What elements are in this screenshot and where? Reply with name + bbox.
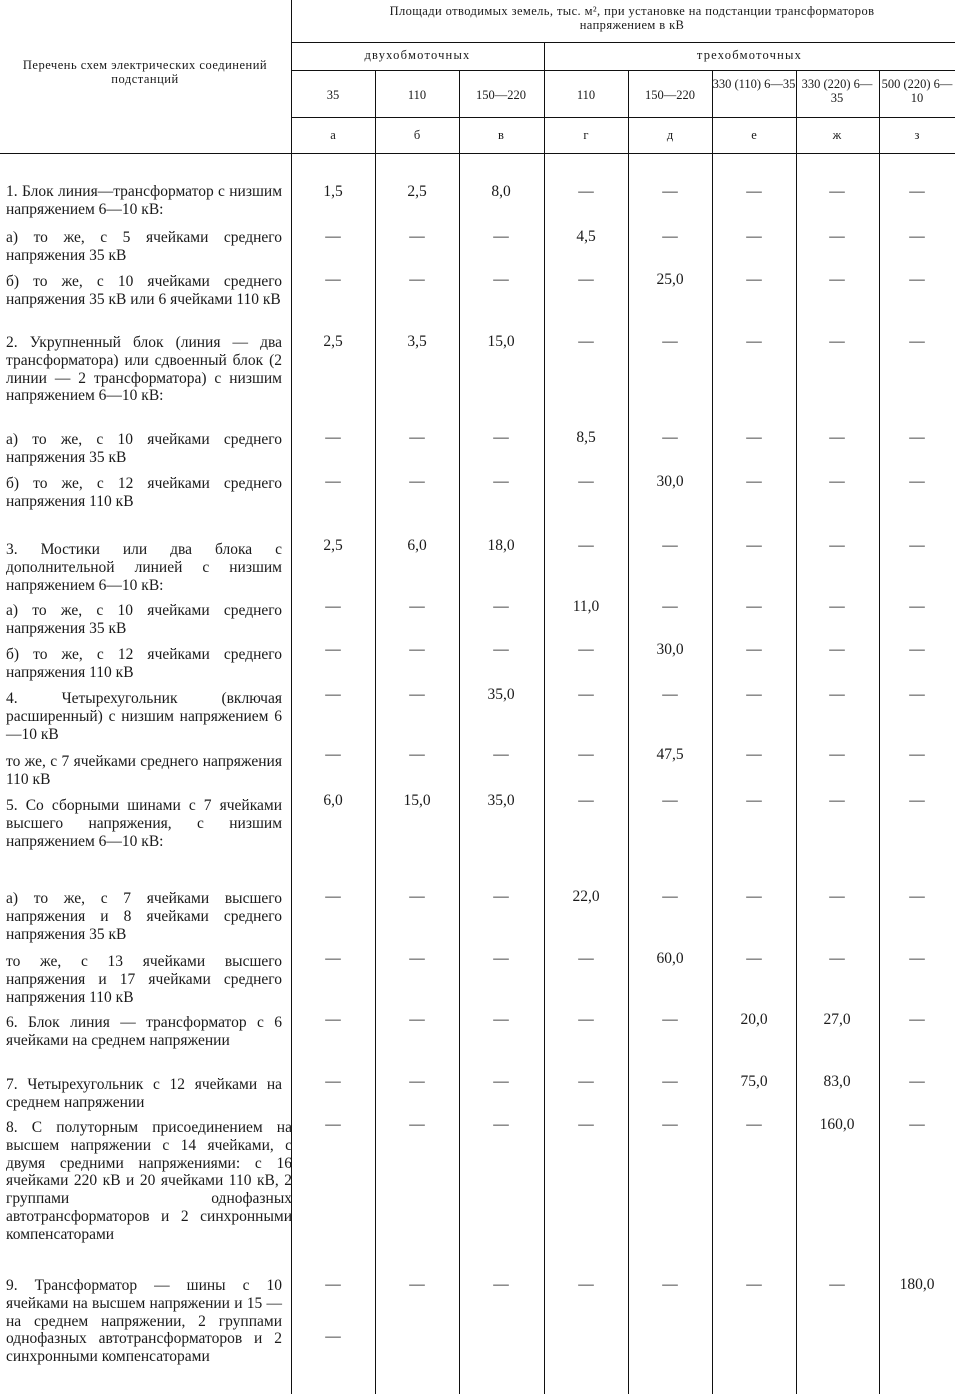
- table-cell: —: [746, 228, 762, 245]
- table-cell: 25,0: [656, 271, 684, 288]
- table-cell: 22,0: [572, 888, 600, 905]
- table-cell: —: [746, 271, 762, 288]
- table-cell: —: [409, 1116, 425, 1133]
- table-cell: —: [909, 686, 925, 703]
- table-cell: 3,5: [407, 333, 427, 350]
- rule-under-header: [0, 153, 955, 154]
- table-cell: —: [409, 473, 425, 490]
- table-cell: —: [829, 598, 845, 615]
- table-cell: 160,0: [819, 1116, 855, 1133]
- row-label: 8. С полуторным присоединением на высшем напряжении с 14 ячейками, с двумя средними напряжениями: с 16 ячейками 220 кВ и 20 ячейками 110 кВ, 2 группами однофазных автотрансформаторов и 2 синхронными компенсаторами: [6, 1119, 292, 1243]
- letter-column-header: б: [413, 128, 421, 142]
- table-cell: —: [578, 183, 594, 200]
- table-cell: —: [325, 429, 341, 446]
- table-cell: —: [662, 228, 678, 245]
- table-cell: —: [829, 1276, 845, 1293]
- table-cell: —: [578, 537, 594, 554]
- table-cell: —: [493, 1011, 509, 1028]
- table-cell: —: [662, 686, 678, 703]
- table-cell: —: [746, 792, 762, 809]
- table-cell: —: [409, 1011, 425, 1028]
- row-label: а) то же, с 7 ячейками высшего напряжения и 8 ячейками среднего напряжения 35 кВ: [6, 890, 282, 943]
- table-cell: 2,5: [407, 183, 427, 200]
- table-cell: —: [493, 271, 509, 288]
- table-cell: —: [829, 183, 845, 200]
- row-label: 6. Блок линия — трансформатор с 6 ячейками на среднем напряжении: [6, 1014, 282, 1049]
- table-cell: —: [493, 888, 509, 905]
- table-cell: —: [909, 888, 925, 905]
- table-cell: —: [746, 598, 762, 615]
- table-cell: —: [829, 473, 845, 490]
- row-label: то же, с 13 ячейками высшего напряжения и 17 ячейками среднего напряжения 110 кВ: [6, 953, 282, 1006]
- rule-under-title: [291, 42, 955, 43]
- table-cell: —: [493, 1116, 509, 1133]
- table-cell: —: [409, 598, 425, 615]
- table-cell: 27,0: [823, 1011, 851, 1028]
- table-cell: 8,5: [576, 429, 596, 446]
- rule-group-split: [544, 42, 545, 1394]
- table-cell: 2,5: [323, 537, 343, 554]
- table-cell: —: [746, 1116, 762, 1133]
- table-cell: —: [409, 888, 425, 905]
- voltage-column-header: 110: [576, 88, 596, 102]
- letter-column-header: г: [583, 128, 589, 142]
- table-cell: —: [578, 641, 594, 658]
- table-cell: —: [493, 1276, 509, 1293]
- table-cell: 47,5: [656, 746, 684, 763]
- table-cell: —: [746, 333, 762, 350]
- table-cell: 2,5: [323, 333, 343, 350]
- table-cell: —: [662, 1011, 678, 1028]
- table-cell: —: [493, 598, 509, 615]
- table-cell: —: [325, 746, 341, 763]
- table-cell: —: [909, 271, 925, 288]
- rule-under-groups: [291, 70, 955, 71]
- table-cell: —: [578, 1276, 594, 1293]
- table-cell: —: [829, 792, 845, 809]
- table-cell: —: [578, 950, 594, 967]
- table-cell: —: [325, 1116, 341, 1133]
- table-cell: —: [746, 537, 762, 554]
- table-cell: —: [909, 1073, 925, 1090]
- table-cell: —: [578, 746, 594, 763]
- table-cell: —: [829, 888, 845, 905]
- row-label: 2. Укрупненный блок (линия — два трансформатора) или сдвоенный блок (2 линии — 2 трансформатора) с низшим напряжением 6—10 кВ:: [6, 334, 282, 405]
- table-cell: 6,0: [407, 537, 427, 554]
- table-cell: —: [909, 1011, 925, 1028]
- table-cell: —: [325, 1073, 341, 1090]
- voltage-column-header: 330 (110) 6—35: [712, 77, 796, 91]
- table-cell: 83,0: [823, 1073, 851, 1090]
- table-cell: —: [493, 429, 509, 446]
- row-label: 7. Четырехугольник с 12 ячейками на среднем напряжении: [6, 1076, 282, 1111]
- rule-col-e: [712, 70, 713, 1394]
- table-cell: —: [746, 746, 762, 763]
- rule-col-d: [628, 70, 629, 1394]
- table-cell: —: [662, 429, 678, 446]
- table-cell: 4,5: [576, 228, 596, 245]
- row-label: а) то же, с 5 ячейками среднего напряжения 35 кВ: [6, 229, 282, 264]
- table-cell: —: [409, 641, 425, 658]
- table-cell: —: [325, 271, 341, 288]
- table-cell: —: [578, 686, 594, 703]
- rule-col-zh: [796, 70, 797, 1394]
- row-label: то же, с 7 ячейками среднего напряжения 110 кВ: [6, 753, 282, 788]
- rule-col-a: [375, 70, 376, 1394]
- table-cell: —: [493, 228, 509, 245]
- table-cell: 15,0: [487, 333, 515, 350]
- row-label: 5. Со сборными шинами с 7 ячейками высшего напряжения, с низшим напряжением 6—10 кВ:: [6, 797, 282, 850]
- table-cell: 20,0: [740, 1011, 768, 1028]
- table-cell: —: [325, 1276, 341, 1293]
- table-cell: —: [662, 1276, 678, 1293]
- table-cell: —: [746, 641, 762, 658]
- table-cell: —: [325, 598, 341, 615]
- row-label: а) то же, с 10 ячейками среднего напряжения 35 кВ: [6, 431, 282, 466]
- table-cell: 8,0: [491, 183, 511, 200]
- table-cell: —: [746, 183, 762, 200]
- table-cell: —: [409, 950, 425, 967]
- table-cell: —: [662, 888, 678, 905]
- table-cell: —: [325, 228, 341, 245]
- rule-col-z: [879, 70, 880, 1394]
- table-cell: —: [829, 228, 845, 245]
- table-cell: —: [909, 746, 925, 763]
- table-cell: —: [325, 686, 341, 703]
- voltage-column-header: 150—220: [476, 88, 526, 102]
- table-cell: 18,0: [487, 537, 515, 554]
- table-cell: —: [829, 641, 845, 658]
- row-label: 1. Блок линия—трансформатор с низшим напряжением 6—10 кВ:: [6, 183, 282, 218]
- table-cell: —: [746, 950, 762, 967]
- voltage-column-header: 150—220: [645, 88, 695, 102]
- table-cell: —: [909, 473, 925, 490]
- table-cell: —: [909, 537, 925, 554]
- table-cell: —: [409, 686, 425, 703]
- table-cell: —: [578, 1073, 594, 1090]
- table-cell: —: [578, 333, 594, 350]
- table-cell: —: [829, 537, 845, 554]
- table-cell: —: [909, 1116, 925, 1133]
- row-label: б) то же, с 12 ячейками среднего напряжения 110 кВ: [6, 475, 282, 510]
- table-cell: —: [409, 1276, 425, 1293]
- table-cell: —: [409, 1073, 425, 1090]
- group-two-winding: двухобмоточных: [364, 48, 471, 62]
- table-cell: —: [662, 537, 678, 554]
- table-cell: —: [325, 1011, 341, 1028]
- table-cell: —: [746, 1276, 762, 1293]
- table-cell: —: [578, 792, 594, 809]
- table-cell: —: [829, 429, 845, 446]
- table-cell: —: [493, 1073, 509, 1090]
- table-cell: —: [578, 271, 594, 288]
- table-cell: —: [662, 1116, 678, 1133]
- table-cell: —: [829, 686, 845, 703]
- table-cell: 6,0: [323, 792, 343, 809]
- table-cell: 60,0: [656, 950, 684, 967]
- table-cell: 180,0: [899, 1276, 935, 1293]
- row-label: а) то же, с 10 ячейками среднего напряжения 35 кВ: [6, 602, 282, 637]
- table-cell: —: [909, 333, 925, 350]
- table-cell: —: [409, 746, 425, 763]
- table-cell: —: [325, 641, 341, 658]
- table-cell: —: [909, 950, 925, 967]
- table-cell: —: [829, 333, 845, 350]
- table-cell: —: [746, 473, 762, 490]
- table-cell: —: [325, 950, 341, 967]
- rule-under-voltages: [291, 117, 955, 118]
- table-cell: —: [409, 271, 425, 288]
- table-cell: —: [493, 473, 509, 490]
- row-label: б) то же, с 10 ячейками среднего напряжения 35 кВ или 6 ячейками 110 кВ: [6, 273, 282, 308]
- table-cell: —: [909, 183, 925, 200]
- table-cell: —: [909, 598, 925, 615]
- table-cell: —: [909, 228, 925, 245]
- table-cell: —: [829, 746, 845, 763]
- table-cell: —: [662, 598, 678, 615]
- row-label: б) то же, с 12 ячейками среднего напряжения 110 кВ: [6, 646, 282, 681]
- voltage-column-header: 110: [407, 88, 427, 102]
- table-cell: —: [829, 950, 845, 967]
- table-cell: —: [909, 641, 925, 658]
- letter-column-header: д: [666, 128, 674, 142]
- voltage-column-header: 330 (220) 6—35: [801, 77, 873, 105]
- scheme-column-header: Перечень схем электрических соединений подстанций: [22, 58, 268, 86]
- table-cell: —: [829, 271, 845, 288]
- table-cell: —: [578, 1011, 594, 1028]
- table-cell: —: [662, 183, 678, 200]
- table-cell: 35,0: [487, 792, 515, 809]
- table-cell: —: [746, 888, 762, 905]
- letter-column-header: в: [498, 128, 504, 142]
- row-label: 9. Трансформатор — шины с 10 ячейками на высшем напряжении и 15 — на среднем напряжении, 2 группами однофазных автотрансформаторов и 2 синхронными компенсаторами: [6, 1277, 282, 1366]
- letter-column-header: ж: [832, 128, 842, 142]
- table-cell: —: [662, 333, 678, 350]
- table-cell: —: [493, 641, 509, 658]
- table-cell: —: [662, 1073, 678, 1090]
- table-main-title: Площади отводимых земель, тыс. м², при установке на подстанции трансформаторов напряжением в кВ: [389, 4, 875, 32]
- table-cell: —: [578, 473, 594, 490]
- table-cell: 1,5: [323, 183, 343, 200]
- table-cell: —: [746, 686, 762, 703]
- table-cell: 35,0: [487, 686, 515, 703]
- table-cell: —: [409, 429, 425, 446]
- table-cell: —: [325, 473, 341, 490]
- table-cell: 30,0: [656, 473, 684, 490]
- table-cell: —: [493, 950, 509, 967]
- table-cell: 30,0: [656, 641, 684, 658]
- rule-col-b: [459, 70, 460, 1394]
- voltage-column-header: 35: [326, 88, 340, 102]
- row-label: 4. Четырехугольник (включая расширенный) с низшим напряжением 6—10 кВ: [6, 690, 282, 743]
- table-cell: —: [746, 429, 762, 446]
- letter-column-header: з: [914, 128, 920, 142]
- table-cell: 11,0: [572, 598, 600, 615]
- table-cell: —: [909, 792, 925, 809]
- table-cell: —: [909, 429, 925, 446]
- table-cell: —: [662, 792, 678, 809]
- table-cell: —: [578, 1116, 594, 1133]
- table-cell: 15,0: [403, 792, 431, 809]
- table-cell: 75,0: [740, 1073, 768, 1090]
- table-cell-extra: —: [325, 1328, 341, 1345]
- table-cell: —: [325, 888, 341, 905]
- letter-column-header: а: [330, 128, 336, 142]
- group-three-winding: трехобмоточных: [696, 48, 803, 62]
- row-label: 3. Мостики или два блока с дополнительной линией с низшим напряжением 6—10 кВ:: [6, 541, 282, 594]
- table-cell: —: [493, 746, 509, 763]
- voltage-column-header: 500 (220) 6—10: [881, 77, 953, 105]
- table-cell: —: [409, 228, 425, 245]
- letter-column-header: е: [751, 128, 757, 142]
